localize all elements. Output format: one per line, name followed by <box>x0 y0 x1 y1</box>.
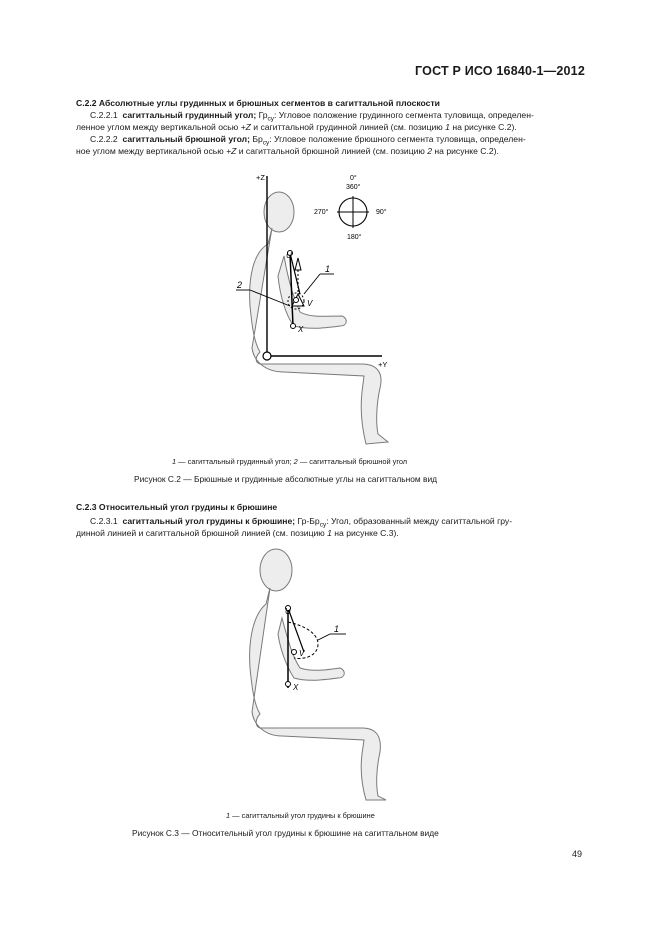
axis-ref: +Z <box>240 122 251 132</box>
seated-figure <box>250 192 388 444</box>
definition-text: ленное углом между вертикальной осью <box>76 122 241 132</box>
definition-text: на рисунке С.3). <box>331 528 399 538</box>
legend-number: 2 <box>293 457 298 466</box>
dial-0: 0° <box>350 175 357 182</box>
label-u: U <box>286 251 292 260</box>
dial-90: 90° <box>376 209 387 216</box>
paragraph-number: С.2.3.1 <box>90 516 118 526</box>
paragraph-number: С.2.2.2 <box>90 134 118 144</box>
term: сагиттальный угол грудины к брюшине; <box>122 516 296 526</box>
symbol-subscript: су <box>262 139 270 147</box>
figure-c2-legend <box>172 457 407 466</box>
definition-text: на рисунке С.2). <box>432 146 499 156</box>
symbol: Гр <box>258 110 268 120</box>
figure-c2-caption: Рисунок С.2 — Брюшные и грудинные абсолютные углы на сагиттальном вид <box>134 474 438 484</box>
paragraph-c221-line2 <box>76 121 517 133</box>
symbol: Гр-Бр <box>297 516 320 526</box>
label-u: U <box>285 607 291 616</box>
seated-figure <box>250 549 386 800</box>
label-x: X <box>298 325 304 334</box>
callout-1: 1 <box>334 624 340 634</box>
callout-1-leader <box>304 274 320 294</box>
callout-1: 1 <box>325 264 331 274</box>
figure-c3-legend <box>226 811 375 820</box>
figure-c3-caption: Рисунок С.3 — Относительный угол грудины к брюшине на сагиттальном виде <box>132 828 439 838</box>
label-x: X <box>293 683 299 692</box>
definition-text: динной линией и сагиттальной брюшной линией (см. позицию <box>76 528 328 538</box>
document-header: ГОСТ Р ИСО 16840-1—2012 <box>415 64 585 78</box>
symbol-subscript: су <box>319 521 327 529</box>
origin-point <box>263 352 271 360</box>
position-ref: 1 <box>327 528 332 538</box>
angle-dial <box>314 174 387 241</box>
point-v <box>294 298 299 303</box>
dial-360: 360° <box>346 184 361 191</box>
label-v: V <box>307 299 313 308</box>
head <box>260 549 292 591</box>
definition-text: : Угол, образованный между сагиттальной гру- <box>326 516 513 526</box>
callout-1-leader <box>318 634 330 640</box>
definition-text: и сагиттальной брюшной линией (см. позицию <box>236 146 428 156</box>
definition-text: на рисунке С.2). <box>449 122 517 132</box>
torso-legs <box>250 228 388 444</box>
definition-text: и сагиттальной грудинной линией (см. позицию <box>250 122 446 132</box>
point-x <box>286 682 291 687</box>
axis-ref: +Z <box>226 146 237 156</box>
definition-text: : Угловое положение брюшного сегмента туловища, определен- <box>269 134 526 144</box>
label-v: V <box>299 649 305 658</box>
legend-number: 1 <box>226 811 231 820</box>
paragraph-number: С.2.2.1 <box>90 110 118 120</box>
point-x <box>291 324 296 329</box>
paragraph-c231-line2 <box>76 527 399 539</box>
legend-number: 1 <box>172 457 177 466</box>
legend-text: — сагиттальный угол грудины к брюшине <box>230 811 375 820</box>
figure-c2 <box>150 166 470 452</box>
point-v <box>292 650 297 655</box>
angle-arrow-up <box>295 258 301 270</box>
position-ref: 1 <box>445 122 450 132</box>
section-title-c22: С.2.2 Абсолютные углы грудинных и брюшных сегментов в сагиттальной плоскости <box>76 98 440 108</box>
axis-label-y: +Y <box>378 360 388 369</box>
arm <box>278 256 346 328</box>
figure-c3 <box>226 548 416 802</box>
head <box>264 192 294 232</box>
term: сагиттальный брюшной угол; <box>122 134 250 144</box>
legend-text: — сагиттальный брюшной угол <box>297 457 408 466</box>
dial-180: 180° <box>347 234 362 241</box>
definition-text: : Угловое положение грудинного сегмента туловища, определен- <box>274 110 534 120</box>
position-ref: 2 <box>427 146 433 156</box>
page-number: 49 <box>571 849 582 859</box>
paragraph-c222-line2 <box>76 145 499 157</box>
legend-text: — сагиттальный грудинный угол; <box>176 457 294 466</box>
definition-text: ное углом между вертикальной осью <box>76 146 227 156</box>
term: сагиттальный грудинный угол; <box>122 110 257 120</box>
symbol-subscript: су <box>267 115 275 123</box>
section-title-c23: С.2.3 Относительный угол грудины к брюшине <box>76 502 278 512</box>
torso-legs <box>250 588 386 800</box>
callout-2: 2 <box>237 280 243 290</box>
symbol: Бр <box>252 134 263 144</box>
axis-label-z: +Z <box>256 173 265 182</box>
dial-270: 270° <box>314 209 329 216</box>
